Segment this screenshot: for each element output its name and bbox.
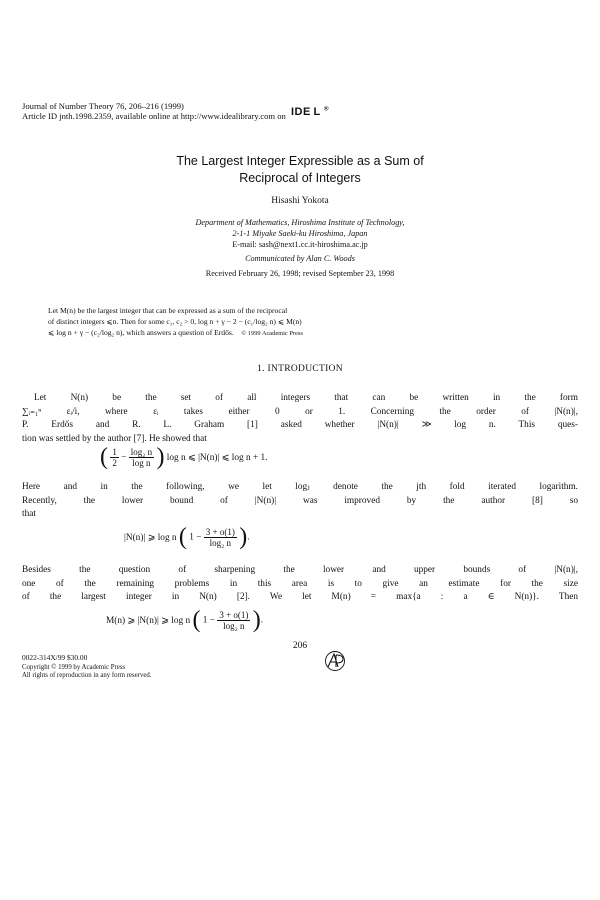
fraction-log-ratio — [129, 447, 154, 468]
left-paren: ( — [178, 524, 187, 550]
abstract-line-1: Let M(n) be the largest integer that can be expressed as a sum of the reciprocal — [48, 306, 288, 315]
paper-title — [0, 153, 600, 187]
intro-paragraph-1 — [22, 392, 578, 446]
communicated-by: Communicated by Alan C. Woods — [245, 254, 355, 263]
registered-icon: ® — [324, 106, 330, 113]
ideal-logo[interactable] — [291, 106, 329, 118]
affiliation-dept: Department of Mathematics, Hiroshima Institute of Technology, — [195, 218, 405, 227]
equation-3-lhs: M(n) ⩾ |N(n)| ⩾ log n — [106, 616, 191, 626]
journal-citation: Journal of Number Theory 76, 206–216 (1999) — [22, 101, 184, 111]
section-heading: 1. INTRODUCTION — [257, 364, 343, 374]
equation-2: |N(n)| ⩾ log n ( 1 − $\frac{3 + o(1)}{\text{log₂ n}}$ ). — [124, 524, 250, 550]
affiliation-address: 2-1-1 Miyake Saeki-ku Hiroshima, Japan — [232, 229, 368, 238]
abstract-copyright: © 1999 Academic Press — [241, 329, 303, 337]
received-dates: Received February 26, 1998; revised September 23, 1998 — [205, 269, 395, 278]
abstract-line-3-text: ⩽ log n + γ − (c₂/log₂ n), which answers a question of Erdős. — [48, 327, 234, 337]
para2-line-2: Recently, the lower bound of |N(n)| was improved by the author [8] so — [22, 495, 578, 506]
equation-3: M(n) ⩾ |N(n)| ⩾ log n ( 1 − $\frac{3 + o(1)}{\text{log₂ n}}$ ). — [106, 607, 264, 633]
paper-title-line-2: Reciprocal of Integers — [239, 171, 361, 185]
equation-2-fraction — [204, 527, 237, 548]
fraction-half-den: 2 — [112, 458, 117, 468]
para3-line-1: Besides the question of sharpening the lower and upper bounds of |N(n)|, — [22, 565, 578, 575]
right-paren: ) — [156, 444, 165, 470]
footer-copyright: Copyright © 1999 by Academic Press — [22, 664, 126, 671]
para1-line-1: Let N(n) be the set of all integers that can be written in the form — [34, 393, 578, 403]
ideal-logo-text: IDE L — [291, 106, 321, 118]
right-paren: ) — [252, 607, 261, 633]
fraction-log-ratio-num: log₂ n — [130, 447, 153, 457]
left-paren: ( — [100, 444, 108, 470]
author-name: Hisashi Yokota — [271, 196, 329, 206]
para2-line-3: that — [22, 509, 36, 520]
equation-2-lhs: |N(n)| ⩾ log n — [124, 533, 177, 543]
para3-line-2: one of the remaining problems in this area is to give an estimate for the size — [22, 578, 578, 589]
affiliation-email[interactable]: E-mail: sash@next1.cc.it-hiroshima.ac.jp — [232, 240, 368, 249]
right-paren: ) — [239, 524, 248, 550]
para3-line-3: of the largest integer in N(n) [2]. We let M(n) = max{a : a ∈ N(n)}. Then — [22, 592, 578, 603]
para1-line-3: P. Erdős and R. L. Graham [1] asked whether |N(n)| ≫ log n. This ques- — [22, 420, 578, 431]
academic-press-logo-icon — [322, 650, 348, 672]
intro-paragraph-3 — [22, 564, 578, 605]
equation-1: ( $\frac{1}{2}$ − $\frac{\text{log₂ n}}{\text{log n}}$ ) log n ⩽ |N(n)| ⩽ log n + 1. — [100, 444, 268, 470]
abstract — [48, 306, 553, 339]
footer-rights: All rights of reproduction in any form reserved. — [22, 672, 152, 679]
equation-3-den: log₂ n — [223, 621, 245, 631]
left-paren: ( — [192, 607, 201, 633]
abstract-line-3 — [48, 328, 553, 340]
abstract-line-2: of distinct integers ⩽n. Then for some c₁, c₂ > 0, log n + γ − 2 − (c₁/log₂ n) ⩽ M(n) — [48, 316, 302, 326]
footer-issn: 0022-314X/99 $30.00 — [22, 653, 88, 662]
intro-paragraph-2 — [22, 481, 578, 522]
equation-3-fraction — [217, 610, 250, 631]
equation-1-rest: log n ⩽ |N(n)| ⩽ log n + 1. — [166, 453, 268, 463]
fraction-half — [110, 447, 119, 468]
equation-3-num: 3 + o(1) — [219, 610, 249, 620]
equation-2-num: 3 + o(1) — [205, 527, 235, 537]
article-id-line: Article ID jnth.1998.2359, available online at http://www.idealibrary.com on — [22, 111, 286, 121]
page-number: 206 — [292, 641, 308, 651]
para2-line-1: Here and in the following, we let logⱼ denote the jth fold iterated logarithm. — [22, 482, 578, 492]
paper-title-line-1: The Largest Integer Expressible as a Sum of — [176, 154, 424, 168]
para1-line-2: ∑ᵢ₌₁ⁿ εᵢ/i, where εᵢ takes either 0 or 1. Concerning the order of |N(n)|, — [22, 406, 578, 417]
fraction-half-num: 1 — [112, 447, 117, 457]
fraction-log-ratio-den: log n — [132, 458, 151, 468]
equation-2-den: log₂ n — [209, 538, 232, 548]
para1-line-4: tion was settled by the author [7]. He showed that — [22, 433, 207, 444]
